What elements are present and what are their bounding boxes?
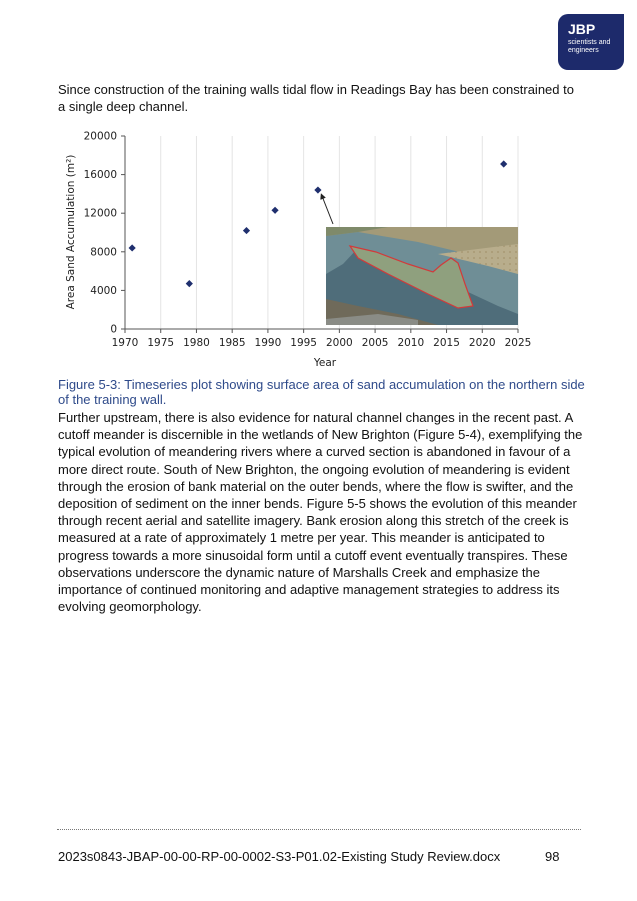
data-point <box>500 160 507 167</box>
x-tick-label: 2005 <box>361 337 389 349</box>
x-tick-label: 1975 <box>147 337 175 349</box>
data-point <box>314 186 321 193</box>
y-tick-label: 12000 <box>83 207 117 220</box>
y-tick-label: 20000 <box>83 130 117 143</box>
y-tick-label: 16000 <box>83 169 117 182</box>
x-tick-label: 2000 <box>325 337 353 349</box>
data-point <box>271 207 278 214</box>
logo-tagline: scientists and engineers <box>568 39 611 54</box>
x-tick-label: 1990 <box>254 337 282 349</box>
y-tick-label: 4000 <box>90 284 117 297</box>
intro-paragraph: Since construction of the training walls tidal flow in Readings Bay has been constrained to a single deep channel. <box>58 82 574 115</box>
inset-arrow <box>322 196 333 224</box>
x-axis-label: Year <box>313 357 337 369</box>
company-logo <box>558 14 624 70</box>
x-tick-label: 1985 <box>218 337 246 349</box>
x-tick-label: 1980 <box>183 337 210 349</box>
y-tick-label: 8000 <box>90 246 117 259</box>
x-tick-label: 2015 <box>433 337 460 349</box>
x-tick-label: 2010 <box>397 337 425 349</box>
x-tick-label: 2025 <box>504 337 532 349</box>
x-tick-label: 1970 <box>111 337 139 349</box>
data-point <box>243 227 250 234</box>
footer-divider <box>57 829 581 830</box>
footer-page-number: 98 <box>545 849 560 864</box>
sand-accumulation-chart <box>58 124 538 374</box>
figure-caption: Figure 5-3: Timeseries plot showing surface area of sand accumulation on the northern side of the training wall. <box>58 377 585 407</box>
x-tick-label: 1995 <box>290 337 318 349</box>
inset-aerial-image <box>326 227 518 325</box>
y-axis-label: Area Sand Accumulation (m²) <box>65 154 77 310</box>
data-point <box>186 280 193 287</box>
y-tick-label: 0 <box>110 323 117 336</box>
logo-brand: JBP <box>568 21 596 37</box>
body-paragraph: Further upstream, there is also evidence for natural channel changes in the recent past. A cutoff meander is discernible in the wetlands of New Brighton (Figure 5-4), exemplifying the typical evolution of meandering rivers where a curved section is abandoned in favour of a more direct route. South of New Brighton, the ongoing evolution of meandering is evident through the erosion of bank material on the outer bends, where the flow is swifter, and the deposition of sediment on the inner bends. Figure 5-5 shows the evolution of this meander through recent aerial and satellite imagery. Bank erosion along this stretch of the creek is measured at a rate of approximately 1 metre per year. This meander is anticipated to progress towards a more sinusoidal form until a cutoff event eventually transpires. These observations underscore the dynamic nature of Marshalls Creek and emphasize the importance of continued monitoring and adaptive management strategies to address its evolving geomorphology. <box>58 410 583 615</box>
data-point <box>129 244 136 251</box>
footer-document-name: 2023s0843-JBAP-00-00-RP-00-0002-S3-P01.02-Existing Study Review.docx <box>58 849 501 864</box>
x-tick-label: 2020 <box>468 337 496 349</box>
